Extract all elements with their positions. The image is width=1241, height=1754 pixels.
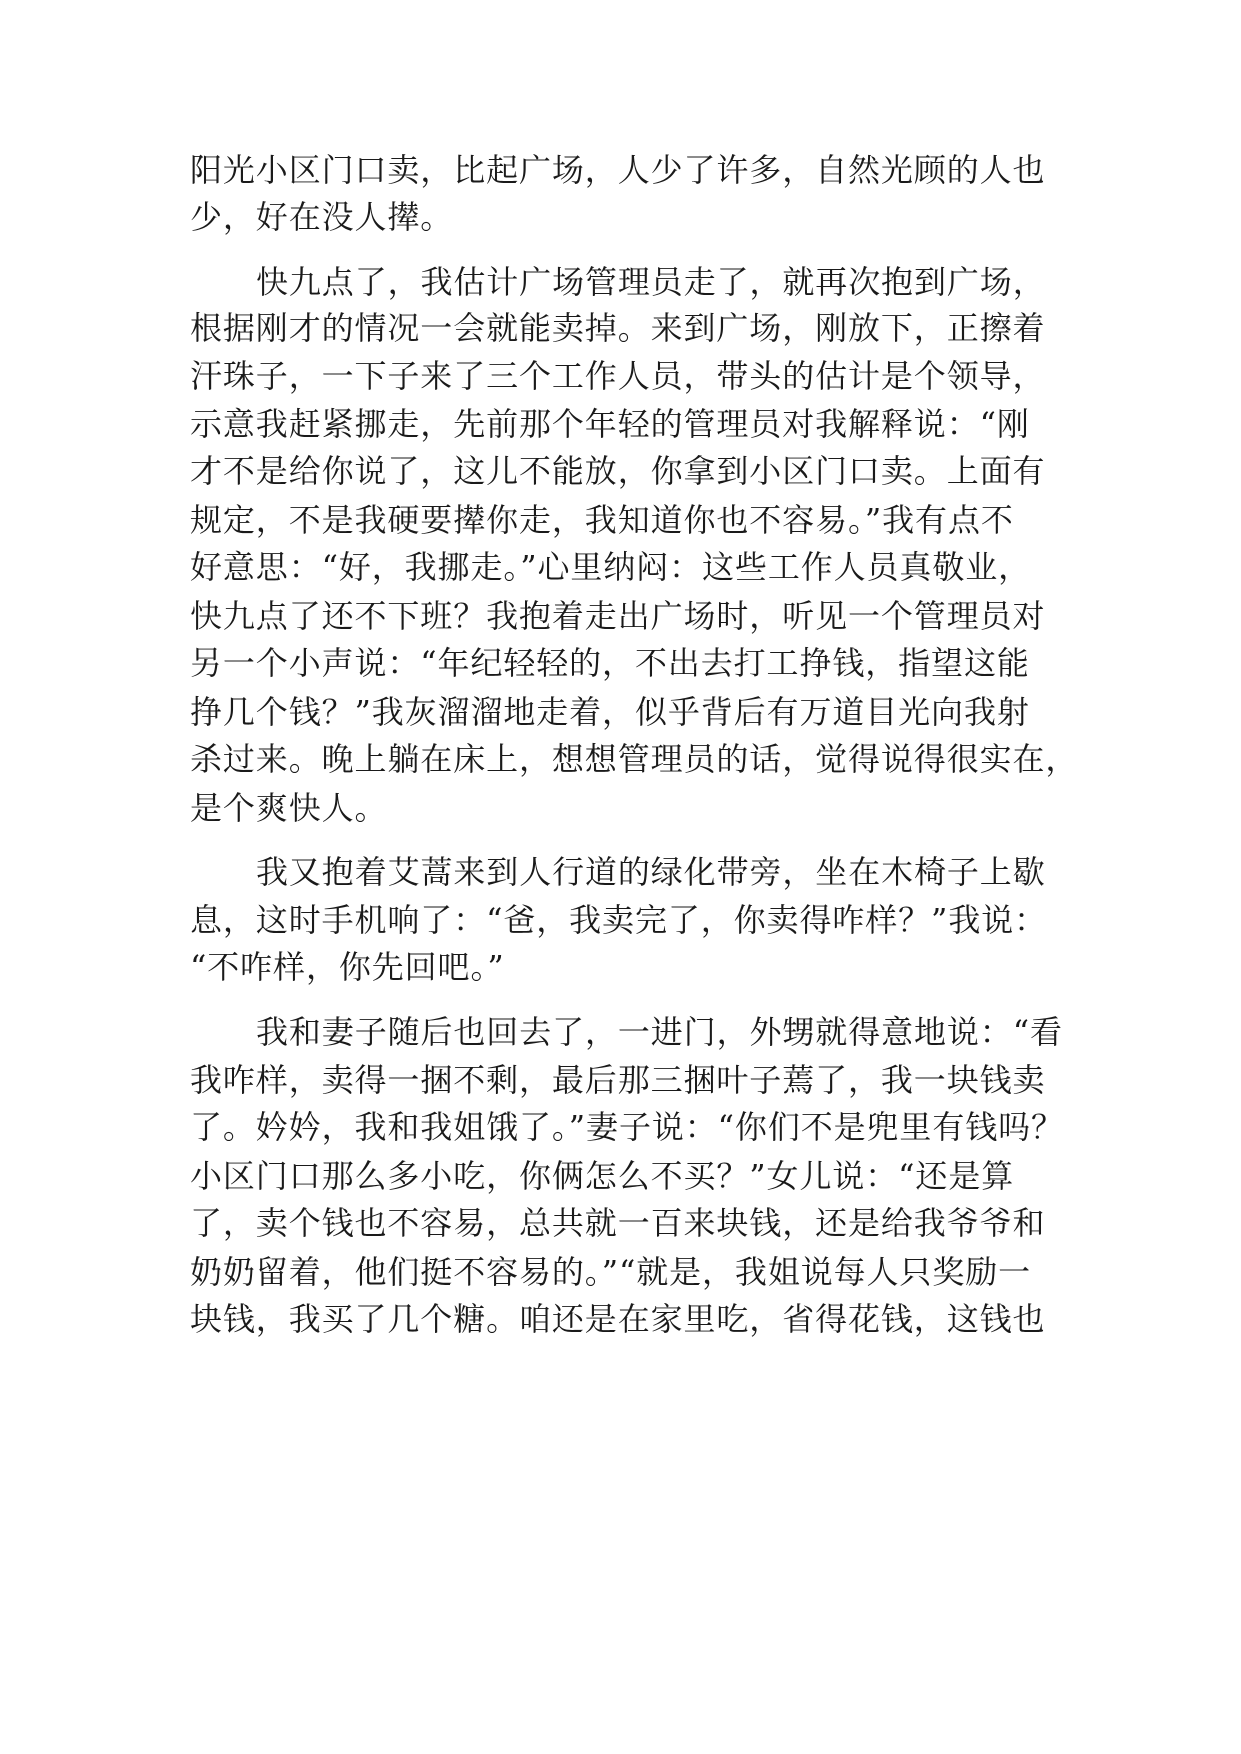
text-line: 息，这时手机响了：“爸，我卖完了，你卖得咋样？”我说： <box>190 901 1048 939</box>
text-line: 阳光小区门口卖，比起广场，人少了许多，自然光顾的人也 <box>190 151 1046 189</box>
text-line: 示意我赶紧挪走，先前那个年轻的管理员对我解释说：“刚 <box>190 405 1030 443</box>
paragraph-start-line: 我和妻子随后也回去了，一进门，外甥就得意地说：“看 <box>256 1013 1063 1051</box>
text-line: 才不是给你说了，这儿不能放，你拿到小区门口卖。上面有 <box>190 452 1046 490</box>
text-line: 奶奶留着，他们挺不容易的。”“就是，我姐说每人只奖励一 <box>190 1253 1032 1291</box>
text-line: 我咋样，卖得一捆不剩，最后那三捆叶子蔫了，我一块钱卖 <box>190 1061 1046 1099</box>
text-line: 了，卖个钱也不容易，总共就一百来块钱，还是给我爷爷和 <box>190 1204 1046 1242</box>
text-line: 好意思：“好，我挪走。”心里纳闷：这些工作人员真敬业， <box>190 548 1032 586</box>
text-line: 挣几个钱？”我灰溜溜地走着，似乎背后有万道目光向我射 <box>190 693 1030 731</box>
text-line: 了。妗妗，我和我姐饿了。”妻子说：“你们不是兜里有钱吗？ <box>190 1108 1064 1146</box>
paragraph-start-line: 我又抱着艾蒿来到人行道的绿化带旁，坐在木椅子上歇 <box>256 853 1046 891</box>
text-line: 快九点了还不下班？我抱着走出广场时，听见一个管理员对 <box>190 597 1046 635</box>
text-line: 是个爽快人。 <box>190 789 388 827</box>
text-line: 另一个小声说：“年纪轻轻的，不出去打工挣钱，指望这能 <box>190 644 1030 682</box>
text-line: 杀过来。晚上躺在床上，想想管理员的话，觉得说得很实在， <box>190 740 1079 778</box>
paragraph-start-line: 快九点了，我估计广场管理员走了，就再次抱到广场， <box>256 263 1046 301</box>
text-line: 小区门口那么多小吃，你俩怎么不买？”女儿说：“还是算 <box>190 1157 1015 1195</box>
text-line: 块钱，我买了几个糖。咱还是在家里吃，省得花钱，这钱也 <box>190 1300 1046 1338</box>
text-line: “不咋样，你先回吧。” <box>190 948 505 986</box>
text-line: 汗珠子，一下子来了三个工作人员，带头的估计是个领导， <box>190 357 1046 395</box>
text-line: 根据刚才的情况一会就能卖掉。来到广场，刚放下，正擦着 <box>190 309 1046 347</box>
text-line: 规定，不是我硬要撵你走，我知道你也不容易。”我有点不 <box>190 501 1014 539</box>
text-line: 少，好在没人撵。 <box>190 198 454 236</box>
